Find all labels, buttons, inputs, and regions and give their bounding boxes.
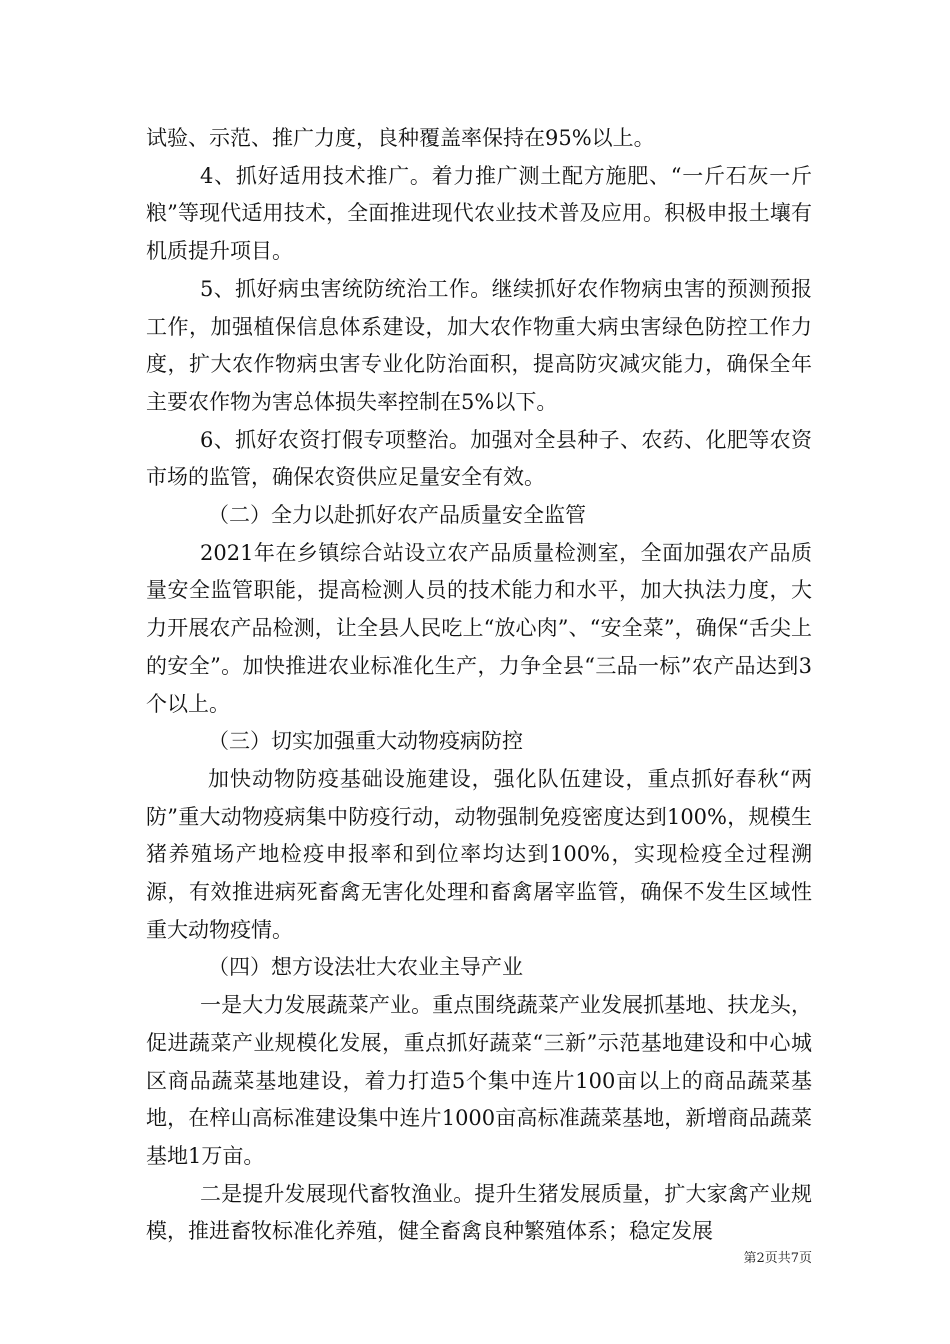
paragraph-5: 2021年在乡镇综合站设立农产品质量检测室，全面加强农产品质量安全监管职能，提高检测人员的技术能力和水平，加大执法力度，大力开展农产品检测，让全县人民吃上“放心肉”、“安全菜”，确保“舌尖上的安全”。加快推进农业标准化生产，力争全县“三品一标”农产品达到3个以上。 [146, 540, 812, 716]
paragraph-4: 6、抓好农资打假专项整治。加强对全县种子、农药、化肥等农资市场的监管，确保农资供应足量安全有效。 [146, 427, 812, 490]
page-number: 第2页共7页 [743, 1251, 812, 1266]
paragraph-3: 5、抓好病虫害统防统治工作。继续抓好农作物病虫害的预测预报工作，加强植保信息体系建设，加大农作物重大病虫害绿色防控工作力度，扩大农作物病虫害专业化防治面积，提高防灾减灾能力，确保全年主要农作物为害总体损失率控制在5%以下。 [146, 276, 812, 414]
section-heading-4: （四）想方设法壮大农业主导产业 [208, 955, 523, 980]
paragraph-6: 加快动物防疫基础设施建设，强化队伍建设，重点抓好春秋“两防”重大动物疫病集中防疫行动，动物强制免疫密度达到100%，规模生猪养殖场产地检疫申报率和到位率均达到100%，实现检疫全过程溯源，有效推进病死畜禽无害化处理和畜禽屠宰监管，确保不发生区域性重大动物疫情。 [146, 766, 812, 942]
body-text [146, 120, 812, 1251]
paragraph-1: 试验、示范、推广力度，良种覆盖率保持在95%以上。 [146, 126, 655, 150]
paragraph-7: 一是大力发展蔬菜产业。重点围绕蔬菜产业发展抓基地、扶龙头，促进蔬菜产业规模化发展，重点抓好蔬菜“三新”示范基地建设和中心城区商品蔬菜基地建设，着力打造5个集中连片100亩以上的商品蔬菜基地，在梓山高标准建设集中连片1000亩高标准蔬菜基地，新增商品蔬菜基地1万亩。 [146, 993, 812, 1168]
section-heading-3: （三）切实加强重大动物疫病防控 [208, 729, 523, 754]
paragraph-8: 二是提升发展现代畜牧渔业。提升生猪发展质量，扩大家禽产业规模，推进畜牧标准化养殖，健全畜禽良种繁殖体系；稳定发展 [146, 1181, 812, 1244]
paragraph-2: 4、抓好适用技术推广。着力推广测土配方施肥、“一斤石灰一斤粮”等现代适用技术，全面推进现代农业技术普及应用。积极申报土壤有机质提升项目。 [146, 163, 812, 264]
section-heading-2: （二）全力以赴抓好农产品质量安全监管 [208, 503, 586, 528]
